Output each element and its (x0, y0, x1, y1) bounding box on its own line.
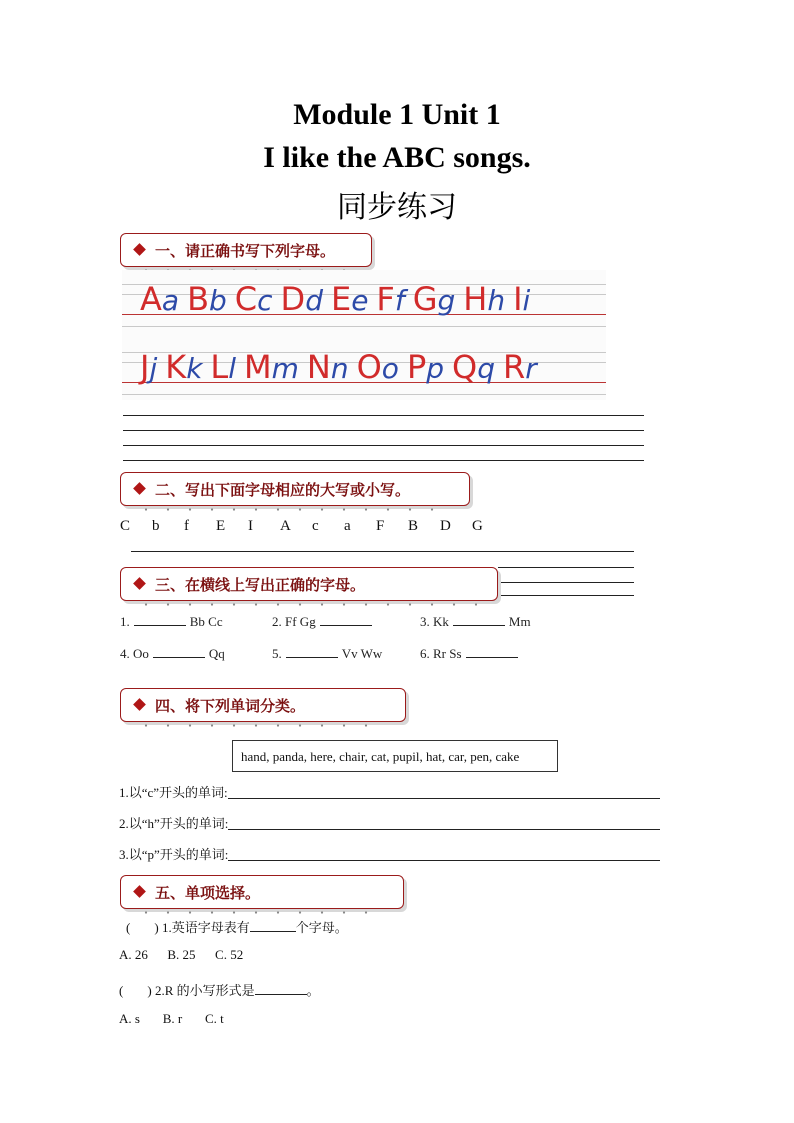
letter-pair (165, 348, 202, 386)
answer-line[interactable] (228, 798, 660, 799)
writing-line[interactable] (123, 445, 644, 446)
lowercase-letter: o (381, 352, 399, 385)
uppercase-letter: G (412, 280, 438, 318)
letter-item: b (152, 518, 160, 534)
lowercase-letter: r (525, 352, 537, 385)
letter-item: f (184, 518, 189, 534)
section-header-4 (120, 688, 406, 722)
letter-item: c (312, 518, 319, 534)
writing-line[interactable] (123, 430, 644, 431)
letter-item: A (280, 518, 291, 534)
uppercase-letter: I (513, 280, 523, 318)
uppercase-letter: A (140, 280, 162, 318)
dotted-divider (135, 508, 449, 511)
dotted-divider (135, 911, 383, 914)
fill-item-6: 6. Rr Ss (420, 645, 518, 662)
blank-input[interactable] (466, 645, 518, 658)
copybook-letters-row-1 (140, 280, 610, 318)
letter-pair (307, 348, 349, 386)
lowercase-letter: l (228, 352, 237, 385)
section-label: 二、写出下面字母相应的大写或小写。 (155, 481, 411, 499)
uppercase-letter: Q (452, 348, 478, 386)
letter-copybook (122, 270, 606, 400)
answer-line[interactable] (131, 551, 634, 552)
lowercase-letter: g (437, 284, 456, 317)
writing-line[interactable] (123, 415, 644, 416)
letter-pair (376, 280, 404, 318)
letter-pair (281, 280, 323, 318)
letter-pair (503, 348, 537, 386)
answer-line[interactable] (498, 582, 634, 583)
dotted-divider (135, 724, 385, 727)
letter-item: D (440, 518, 451, 534)
lowercase-letter: n (330, 352, 349, 385)
letter-item: G (472, 518, 483, 534)
lowercase-letter: f (394, 284, 405, 317)
blank-input[interactable] (153, 645, 205, 658)
letter-pair (140, 348, 157, 386)
letter-item: a (344, 518, 351, 534)
letter-item: I (248, 518, 253, 534)
uppercase-letter: C (234, 280, 258, 318)
answer-line[interactable] (498, 595, 634, 596)
lowercase-letter: h (487, 284, 506, 317)
uppercase-letter: B (187, 280, 210, 318)
letter-item: B (408, 518, 419, 534)
section-label: 四、将下列单词分类。 (155, 697, 306, 715)
blank-input[interactable] (255, 982, 307, 995)
letter-pair (413, 280, 456, 318)
section-header-3 (120, 567, 498, 601)
letter-pair (140, 280, 179, 318)
diamond-icon (133, 577, 146, 590)
section-label: 五、单项选择。 (155, 884, 261, 902)
copybook-row-1 (122, 270, 606, 330)
page-title-line2: I like the ABC songs. (263, 141, 531, 174)
diamond-icon (133, 243, 146, 256)
diamond-icon (133, 885, 146, 898)
answer-line[interactable] (498, 567, 634, 568)
blank-input[interactable] (453, 613, 505, 626)
lowercase-letter: a (161, 284, 180, 317)
letters-to-convert (120, 518, 504, 535)
lowercase-letter: e (351, 284, 369, 317)
lowercase-letter: k (186, 352, 203, 385)
lowercase-letter: c (257, 284, 273, 317)
letter-pair (513, 280, 530, 318)
letter-item: E (216, 518, 226, 534)
writing-line[interactable] (123, 460, 644, 461)
classify-c: 1.以“c”开头的单词: (119, 782, 660, 801)
mc-options-1: A. 26 B. 25 C. 52 (119, 947, 244, 962)
diamond-icon (133, 698, 146, 711)
blank-input[interactable] (286, 645, 338, 658)
uppercase-letter: H (463, 280, 488, 318)
fill-item-1: 1. Bb Cc (120, 614, 223, 629)
letter-pair (331, 280, 368, 318)
mc-question-1: ( ) 1.英语字母表有 个字母。 (126, 920, 348, 935)
diamond-icon (133, 482, 146, 495)
letter-item: C (120, 518, 131, 534)
lowercase-letter: q (477, 352, 495, 385)
classify-h: 2.以“h”开头的单词: (119, 813, 660, 832)
uppercase-letter: E (330, 280, 352, 318)
letter-pair (463, 280, 505, 318)
uppercase-letter: M (244, 348, 272, 386)
lowercase-letter: i (522, 284, 531, 317)
page-title-line3: 同步练习 (337, 190, 457, 225)
uppercase-letter: D (280, 280, 306, 318)
blank-input[interactable] (320, 613, 372, 626)
section-label: 一、请正确书写下列字母。 (155, 242, 336, 260)
letter-pair (407, 348, 444, 386)
letter-pair (235, 280, 273, 318)
uppercase-letter: R (502, 348, 526, 386)
dotted-divider (135, 603, 477, 606)
fill-item-2: 2. Ff Gg (272, 613, 372, 630)
answer-line[interactable] (228, 829, 660, 830)
lowercase-letter: p (426, 352, 445, 385)
mc-options-2: A. s B. r C. t (119, 1011, 224, 1026)
word-box: hand, panda, here, chair, cat, pupil, hat, car, pen, cake (232, 740, 558, 772)
uppercase-letter: J (140, 348, 150, 386)
section-label: 三、在横线上写出正确的字母。 (155, 576, 366, 594)
uppercase-letter: O (356, 348, 382, 386)
letter-pair (210, 348, 236, 386)
uppercase-letter: F (376, 280, 395, 318)
letter-pair (357, 348, 399, 386)
lowercase-letter: m (271, 352, 299, 385)
blank-input[interactable] (250, 919, 296, 932)
fill-item-3: 3. Kk Mm (420, 614, 531, 629)
copybook-letters-row-2 (140, 348, 610, 386)
copybook-row-2 (122, 338, 606, 398)
mc-question-2: ( ) 2.R 的小写形式是 。 (119, 983, 320, 998)
lowercase-letter: j (149, 352, 158, 385)
letter-item: F (376, 518, 385, 534)
lowercase-letter: d (305, 284, 323, 317)
classify-p: 3.以“p”开头的单词: (119, 844, 660, 863)
lowercase-letter: b (209, 284, 227, 317)
blank-input[interactable] (134, 613, 186, 626)
fill-item-5: 5. Vv Ww (272, 646, 383, 661)
fill-item-4: 4. Oo Qq (120, 646, 225, 661)
section-header-1 (120, 233, 372, 267)
section-header-2 (120, 472, 470, 506)
letter-pair (452, 348, 495, 386)
section-header-5 (120, 875, 404, 909)
page-title-line1: Module 1 Unit 1 (293, 98, 501, 131)
letter-pair (244, 348, 299, 386)
letter-pair (187, 280, 227, 318)
answer-line[interactable] (228, 860, 660, 861)
uppercase-letter: L (210, 348, 229, 386)
uppercase-letter: K (165, 348, 187, 386)
uppercase-letter: N (306, 348, 331, 386)
uppercase-letter: P (406, 348, 427, 386)
